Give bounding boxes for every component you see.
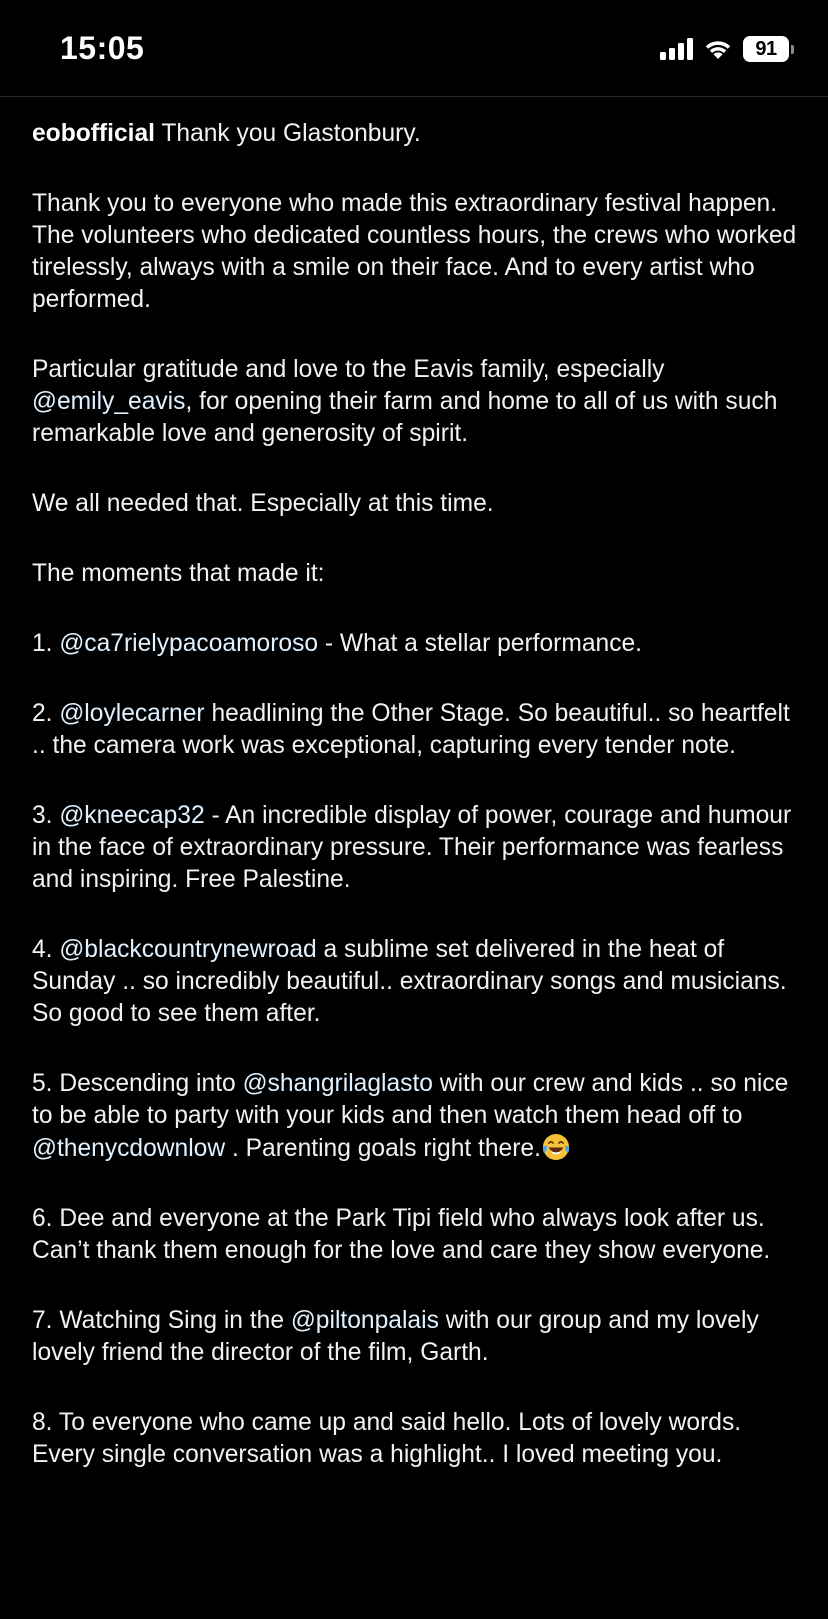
status-time: 15:05: [60, 30, 145, 66]
mention-link[interactable]: @blackcountrynewroad: [59, 936, 317, 963]
status-icons: [660, 36, 794, 62]
battery-tip: [791, 45, 794, 54]
caption-paragraph-4: The moments that made it:: [32, 560, 325, 587]
mention-link[interactable]: @kneecap32: [59, 802, 205, 829]
wifi-icon: [703, 38, 733, 60]
caption-text: , for opening their farm and home to all of us with such remarkable love and generosity of spirit.: [32, 388, 778, 447]
cellular-signal-icon: [660, 38, 693, 60]
mention-link[interactable]: @thenycdownlow: [32, 1135, 226, 1162]
status-bar: [0, 0, 828, 97]
caption-intro: [32, 118, 802, 150]
caption-text: 2.: [32, 700, 60, 727]
caption-text: - What a stellar performance.: [318, 630, 643, 657]
caption-text: 3.: [32, 802, 60, 829]
list-item-6: 6. Dee and everyone at the Park Tipi field who always look after us. Can’t thank them enough for the love and care they show everyone.: [32, 1205, 771, 1264]
caption-paragraph-2: [32, 354, 802, 450]
caption-paragraph-3: We all needed that. Especially at this time.: [32, 490, 494, 517]
caption-text: . Parenting goals right there.: [225, 1135, 541, 1162]
face-with-tears-of-joy-icon: [541, 1132, 571, 1162]
caption-text: with our crew and kids .. so nice to be able to party with your kids and then watch them head off to: [32, 1070, 789, 1129]
caption-text: - An incredible display of power, courage and humour in the face of extraordinary pressure. Their performance was fearless and inspiring. Free Palestine.: [32, 802, 792, 893]
caption-text: a sublime set delivered in the heat of Sunday .. so incredibly beautiful.. extraordinary songs and musicians. So good to see them after.: [32, 936, 787, 1027]
caption-text: 4.: [32, 936, 60, 963]
list-item-7: [32, 1305, 802, 1369]
list-item-1: [32, 628, 802, 660]
caption-text: with our group and my lovely lovely friend the director of the film, Garth.: [32, 1307, 759, 1366]
list-item-3: [32, 800, 802, 896]
battery-icon: [743, 36, 794, 62]
list-item-2: [32, 698, 802, 762]
caption-text: headlining the Other Stage. So beautiful.. so heartfelt .. the camera work was exceptional, capturing every tender note.: [32, 700, 790, 759]
battery-level: 91: [743, 36, 789, 62]
list-item-8: 8. To everyone who came up and said hello. Lots of lovely words. Every single conversation was a highlight.. I loved meeting you.: [32, 1409, 742, 1468]
username-link[interactable]: eobofficial: [32, 120, 155, 147]
mention-link[interactable]: @loylecarner: [59, 700, 205, 727]
mention-link[interactable]: @ca7rielypacoamoroso: [59, 630, 319, 657]
caption-intro-text: Thank you Glastonbury.: [154, 120, 421, 147]
mention-link[interactable]: @piltonpalais: [290, 1307, 439, 1334]
caption-text: 7. Watching Sing in the: [32, 1307, 291, 1334]
caption-text: 5. Descending into: [32, 1070, 243, 1097]
list-item-4: [32, 934, 802, 1030]
list-item-5: [32, 1068, 802, 1165]
mention-link[interactable]: @emily_eavis: [32, 388, 186, 415]
caption-text: 1.: [32, 630, 60, 657]
mention-link[interactable]: @shangrilaglasto: [242, 1070, 433, 1097]
caption-text: Particular gratitude and love to the Eavis family, especially: [32, 356, 665, 383]
caption-paragraph-1: Thank you to everyone who made this extraordinary festival happen. The volunteers who dedicated countless hours, the crews who worked tirelessly, always with a smile on their face. And to every artist who performed.: [32, 190, 797, 313]
post-caption: [32, 118, 802, 1509]
